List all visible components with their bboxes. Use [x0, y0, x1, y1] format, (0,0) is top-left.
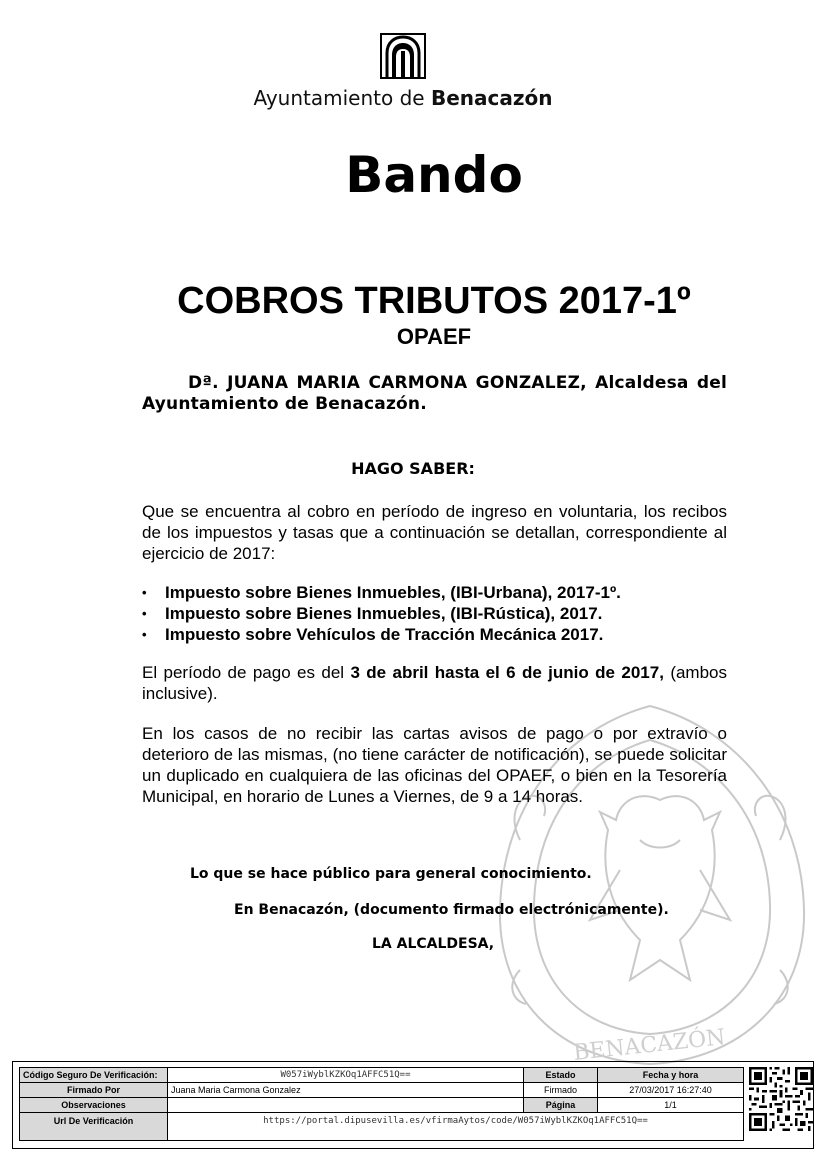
document-title: COBROS TRIBUTOS 2017-1º: [177, 280, 691, 322]
observaciones-label: Observaciones: [20, 1098, 168, 1113]
table-row: [20, 1068, 744, 1083]
fecha-label: Fecha y hora: [598, 1068, 744, 1083]
paragraph-3: En los casos de no recibir las cartas avisos de pago o por extravío o deterioro de las mismas, (no tiene carácter de notificación), se puede solicitar un duplicado en cualquiera de las oficinas del OPAEF, o bien en la Tesorería Municipal, en horario de Lunes a Viernes, de 9 a 14 horas.: [142, 724, 727, 806]
paragraph-1: Que se encuentra al cobro en período de ingreso en voluntaria, los recibos de los impuestos y tasas que a continuación se detallan, correspondiente al ejercicio de 2017:: [142, 502, 727, 563]
closing-line-2: En Benacazón, (documento firmado electrónicamente).: [234, 902, 669, 918]
seal-text: BENACAZÓN: [572, 1025, 727, 1066]
document-subtitle: OPAEF: [396, 324, 472, 349]
qr-code-icon: [749, 1067, 813, 1131]
table-row: [20, 1098, 744, 1113]
estado-label: Estado: [524, 1068, 598, 1083]
payment-period-dates: 3 de abril hasta el 6 de junio de 2017,: [350, 663, 664, 682]
observaciones-value: [168, 1098, 524, 1113]
csv-value: W057iWyblKZKOq1AFFC51Q==: [168, 1068, 524, 1083]
table-row: [20, 1083, 744, 1098]
pagina-label: Página: [524, 1098, 598, 1113]
paragraph-2: [142, 662, 727, 704]
verification-box: [12, 1061, 814, 1149]
payment-period-lead: El período de pago es del: [142, 663, 351, 682]
estado-value: Firmado: [524, 1083, 598, 1098]
firmado-label: Firmado Por: [20, 1083, 168, 1098]
intro-paragraph: Dª. JUANA MARIA CARMONA GONZALEZ, Alcaldesa del Ayuntamiento de Benacazón.: [142, 373, 727, 414]
firmado-value: Juana Maria Carmona Gonzalez: [168, 1083, 524, 1098]
document-type: Bando: [345, 146, 523, 204]
organization-prefix: Ayuntamiento de: [253, 86, 425, 110]
section-heading: HAGO SABER:: [351, 459, 475, 478]
url-label: Url De Verificación: [20, 1113, 168, 1141]
table-row: [20, 1113, 744, 1141]
tax-list: [142, 582, 742, 645]
closing-line-1: Lo que se hace público para general conocimiento.: [190, 866, 592, 882]
pagina-value: 1/1: [598, 1098, 744, 1113]
csv-label: Código Seguro De Verificación:: [20, 1068, 168, 1083]
payment-period-tail: (ambos inclusive).: [142, 663, 728, 703]
fecha-value: 27/03/2017 16:27:40: [598, 1083, 744, 1098]
list-item: • Impuesto sobre Bienes Inmuebles, (IBI-Rústica), 2017.: [142, 603, 742, 624]
verification-table: [19, 1067, 744, 1141]
list-item: • Impuesto sobre Vehículos de Tracción Mecánica 2017.: [142, 624, 742, 645]
arch-window-icon: [380, 33, 426, 79]
organization-town: Benacazón: [430, 86, 553, 110]
signature-title: LA ALCALDESA,: [372, 936, 495, 952]
organization-name: [0, 86, 806, 110]
list-item: • Impuesto sobre Bienes Inmuebles, (IBI-Urbana), 2017-1º.: [142, 582, 742, 603]
verification-url[interactable]: https://portal.dipusevilla.es/vfirmaAytos/code/W057iWyblKZKOq1AFFC51Q==: [168, 1113, 744, 1141]
